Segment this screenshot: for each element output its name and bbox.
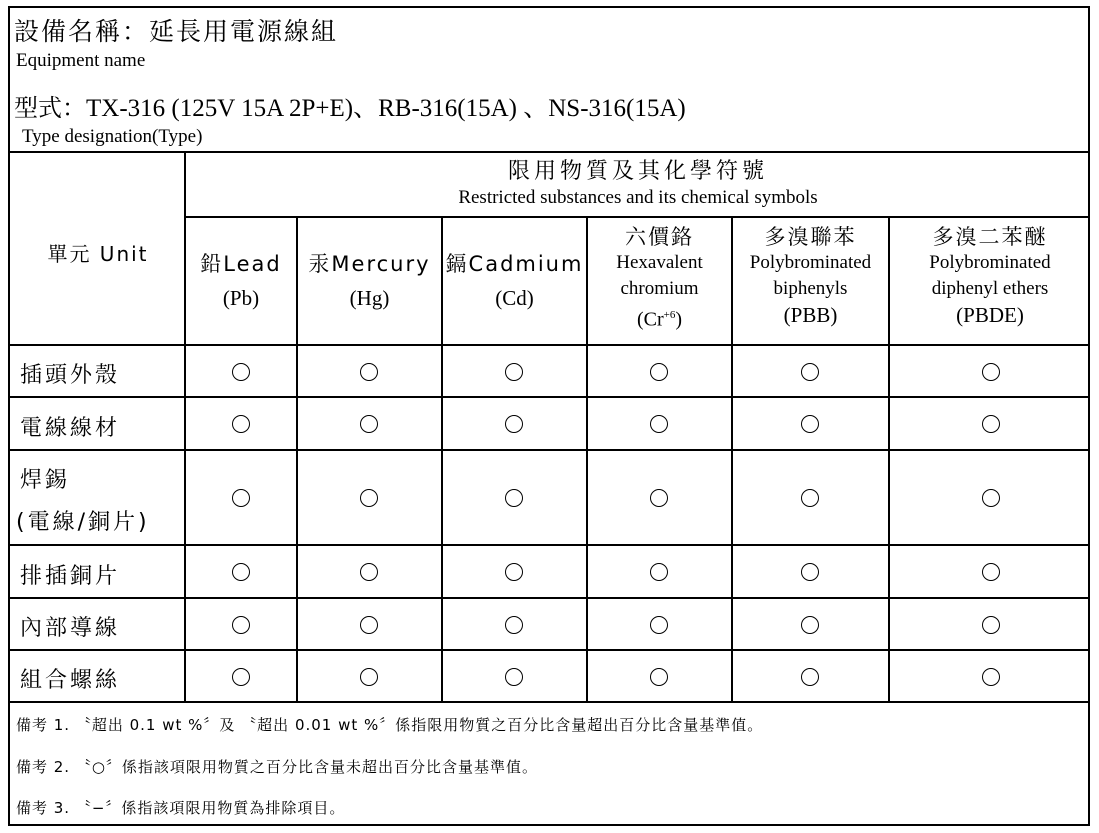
unit-header: 單元 Unit (47, 242, 149, 266)
chromium-en-2: chromium (620, 278, 699, 299)
pbde-en-2: diphenyl ethers (931, 278, 1049, 299)
compliance-mark (232, 668, 250, 686)
column-header-pbb (733, 224, 888, 328)
mercury-name: 汞Mercury (308, 252, 431, 276)
compliance-mark (982, 616, 1000, 634)
chromium-symbol (588, 302, 731, 333)
row-divider (10, 597, 1090, 599)
type-label-en: Type designation(Type) (22, 126, 203, 147)
column-header-lead (186, 251, 296, 311)
compliance-mark (360, 489, 378, 507)
row-label-internal-wire: 內部導線 (20, 616, 121, 641)
restricted-header-en: Restricted substances and its chemical symbols (458, 187, 818, 208)
equipment-name-line (14, 12, 338, 48)
cadmium-symbol: (Cd) (495, 286, 534, 310)
compliance-mark (505, 489, 523, 507)
row-divider (10, 396, 1090, 398)
compliance-mark (801, 668, 819, 686)
header-bottom-border (10, 344, 1090, 346)
unit-column-divider (184, 151, 186, 703)
note-3: 備考 3. 〝−〞係指該項限用物質為排除項目。 (16, 799, 346, 817)
row-label-screws: 組合螺絲 (20, 668, 121, 693)
compliance-mark (505, 616, 523, 634)
restricted-substances-header (186, 158, 1090, 210)
chromium-symbol-end: ) (675, 308, 683, 331)
pbb-en-1: Polybrominated (749, 252, 872, 273)
compliance-mark (650, 489, 668, 507)
pbb-name: 多溴聯苯 (764, 225, 857, 249)
subheader-divider (186, 216, 1090, 218)
chromium-en-1: Hexavalent (616, 252, 703, 273)
pbde-symbol: (PBDE) (956, 303, 1024, 327)
type-label: 型式： (14, 94, 86, 122)
compliance-mark (360, 363, 378, 381)
column-header-cadmium (443, 251, 586, 311)
chromium-symbol-sup: +6 (663, 309, 676, 321)
compliance-mark (982, 668, 1000, 686)
column-header-mercury (298, 251, 441, 311)
chromium-symbol-base: (Cr (636, 308, 664, 331)
compliance-mark (360, 563, 378, 581)
compliance-mark (650, 616, 668, 634)
compliance-mark (982, 415, 1000, 433)
compliance-mark (505, 563, 523, 581)
compliance-mark (801, 363, 819, 381)
compliance-mark (650, 363, 668, 381)
pbb-symbol: (PBB) (783, 303, 838, 327)
compliance-mark (982, 363, 1000, 381)
compliance-mark (232, 489, 250, 507)
pbde-en-1: Polybrominated (929, 252, 1051, 273)
row-divider (10, 544, 1090, 546)
column-header-pbde (890, 224, 1090, 328)
lead-symbol: (Pb) (222, 286, 260, 310)
compliance-mark (801, 563, 819, 581)
compliance-mark (505, 668, 523, 686)
compliance-mark (360, 668, 378, 686)
equipment-name-label: 設備名稱： (14, 17, 150, 46)
table-top-border (10, 151, 1090, 153)
row-label-solder-detail: (電線/銅片) (16, 510, 150, 535)
compliance-mark (801, 415, 819, 433)
row-label-solder: 焊錫 (20, 468, 71, 493)
compliance-mark (982, 563, 1000, 581)
cadmium-name: 鎘Cadmium (445, 252, 584, 276)
type-line (14, 88, 686, 124)
pbde-name: 多溴二苯醚 (932, 225, 1048, 249)
compliance-mark (650, 563, 668, 581)
row-label-wire-material: 電線線材 (20, 416, 121, 441)
compliance-mark (801, 616, 819, 634)
row-divider (10, 449, 1090, 451)
compliance-mark (232, 563, 250, 581)
compliance-mark (232, 616, 250, 634)
chromium-name: 六價鉻 (625, 225, 694, 249)
lead-name: 鉛Lead (200, 252, 282, 276)
compliance-mark (650, 415, 668, 433)
compliance-mark (982, 489, 1000, 507)
note-2: 備考 2. 〝○〞係指該項限用物質之百分比含量未超出百分比含量基準值。 (16, 758, 538, 776)
row-label-socket-copper: 排插銅片 (20, 564, 121, 589)
equipment-name-en: Equipment name (16, 50, 146, 71)
compliance-mark (801, 489, 819, 507)
compliance-mark (232, 415, 250, 433)
restricted-header-zh: 限用物質及其化學符號 (507, 159, 768, 184)
compliance-mark (232, 363, 250, 381)
compliance-mark (650, 668, 668, 686)
compliance-mark (360, 616, 378, 634)
rohs-declaration-document (8, 6, 1090, 826)
mercury-symbol: (Hg) (349, 286, 390, 310)
note-1: 備考 1. 〝超出 0.1 wt %〞及 〝超出 0.01 wt %〞係指限用物質之百分比含量超出百分比含量基準值。 (16, 716, 764, 734)
row-label-plug-housing: 插頭外殼 (20, 363, 121, 388)
compliance-mark (505, 363, 523, 381)
compliance-mark (360, 415, 378, 433)
pbb-en-2: biphenyls (773, 278, 848, 299)
type-value: TX-316 (125V 15A 2P+E)、RB-316(15A) 、NS-316(15A) (86, 95, 686, 122)
table-bottom-border (10, 701, 1090, 703)
equipment-name-value: 延長用電源線組 (149, 17, 339, 46)
row-divider (10, 649, 1090, 651)
column-header-chromium (588, 224, 731, 333)
compliance-mark (505, 415, 523, 433)
